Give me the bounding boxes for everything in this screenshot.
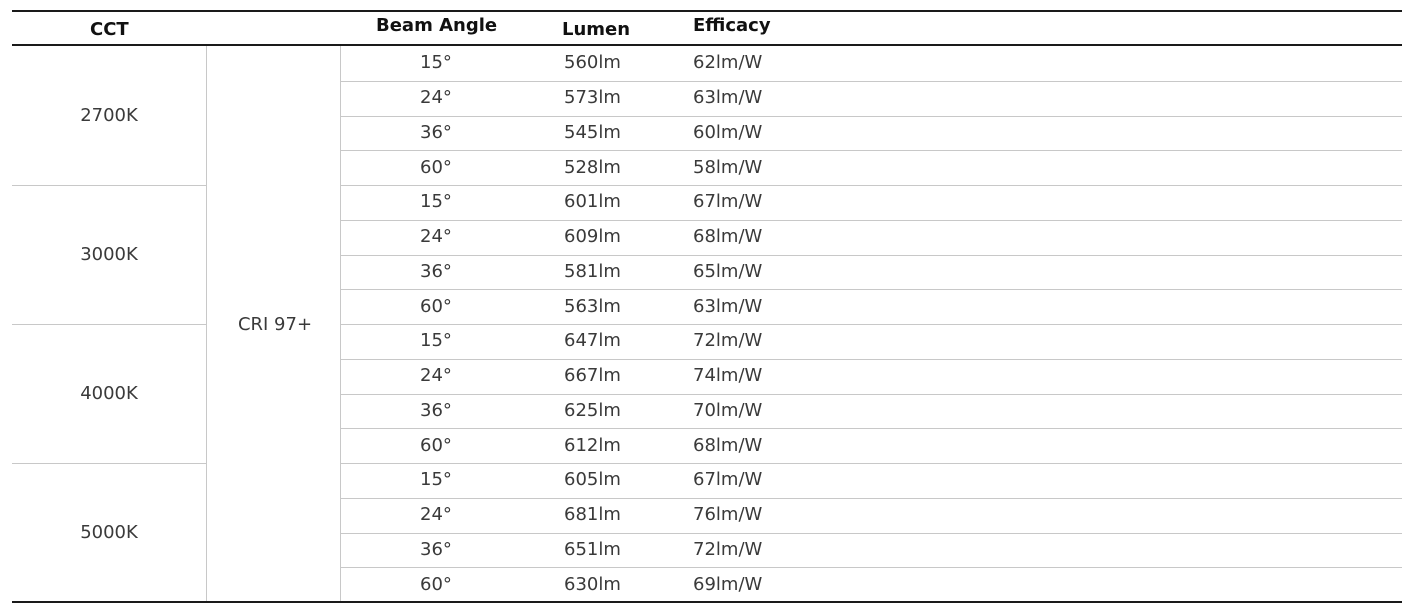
row-divider [340,463,1402,464]
efficacy-cell: 67lm/W [693,469,763,491]
lumen-cell: 681lm [564,504,621,526]
header-efficacy: Efficacy [693,15,771,36]
cct-cell: 2700K [80,104,138,126]
cct-cell: 5000K [80,521,138,543]
efficacy-cell: 76lm/W [693,504,763,526]
row-divider [340,498,1402,499]
beam-angle-cell: 15° [420,330,452,352]
efficacy-cell: 69lm/W [693,573,763,595]
row-divider [340,394,1402,395]
cct-group-divider [12,324,207,325]
efficacy-cell: 62lm/W [693,52,763,74]
beam-angle-cell: 36° [420,121,452,143]
row-divider [340,220,1402,221]
cct-cell: 4000K [80,382,138,404]
cct-group-divider [12,185,207,186]
beam-angle-cell: 24° [420,365,452,387]
efficacy-cell: 58lm/W [693,156,763,178]
efficacy-cell: 70lm/W [693,399,763,421]
beam-angle-cell: 36° [420,260,452,282]
efficacy-cell: 60lm/W [693,121,763,143]
top-rule [12,10,1402,12]
lumen-cell: 605lm [564,469,621,491]
header-rule [12,44,1402,46]
row-divider [340,185,1402,186]
lumen-cell: 573lm [564,87,621,109]
beam-angle-cell: 60° [420,295,452,317]
lumen-cell: 609lm [564,226,621,248]
cct-cell: 3000K [80,243,138,265]
row-divider [340,567,1402,568]
efficacy-cell: 68lm/W [693,434,763,456]
header-lumen: Lumen [562,19,631,40]
lumen-cell: 651lm [564,538,621,560]
beam-angle-cell: 15° [420,469,452,491]
lumen-cell: 647lm [564,330,621,352]
beam-angle-cell: 15° [420,191,452,213]
row-divider [340,289,1402,290]
lumen-cell: 612lm [564,434,621,456]
efficacy-cell: 68lm/W [693,226,763,248]
row-divider [340,116,1402,117]
lumen-cell: 667lm [564,365,621,387]
row-divider [340,81,1402,82]
lumen-cell: 601lm [564,191,621,213]
bottom-rule [12,601,1402,603]
efficacy-cell: 63lm/W [693,87,763,109]
efficacy-cell: 63lm/W [693,295,763,317]
row-divider [340,428,1402,429]
lumen-cell: 630lm [564,573,621,595]
spec-table [12,0,1402,612]
lumen-cell: 560lm [564,52,621,74]
lumen-cell: 528lm [564,156,621,178]
beam-angle-cell: 36° [420,399,452,421]
beam-angle-cell: 60° [420,434,452,456]
efficacy-cell: 65lm/W [693,260,763,282]
row-divider [340,150,1402,151]
efficacy-cell: 72lm/W [693,538,763,560]
lumen-cell: 563lm [564,295,621,317]
beam-angle-cell: 24° [420,87,452,109]
lumen-cell: 625lm [564,399,621,421]
row-divider [340,359,1402,360]
row-divider [340,533,1402,534]
efficacy-cell: 72lm/W [693,330,763,352]
header-cct: CCT [90,19,129,40]
row-divider [340,324,1402,325]
beam-angle-cell: 24° [420,504,452,526]
beam-angle-cell: 15° [420,52,452,74]
lumen-cell: 545lm [564,121,621,143]
cct-group-divider [12,463,207,464]
beam-angle-cell: 60° [420,156,452,178]
lumen-cell: 581lm [564,260,621,282]
beam-angle-cell: 60° [420,573,452,595]
beam-angle-cell: 36° [420,538,452,560]
header-beam-angle: Beam Angle [376,15,498,36]
efficacy-cell: 74lm/W [693,365,763,387]
beam-angle-cell: 24° [420,226,452,248]
row-divider [340,255,1402,256]
efficacy-cell: 67lm/W [693,191,763,213]
cri-cell: CRI 97+ [237,314,313,335]
